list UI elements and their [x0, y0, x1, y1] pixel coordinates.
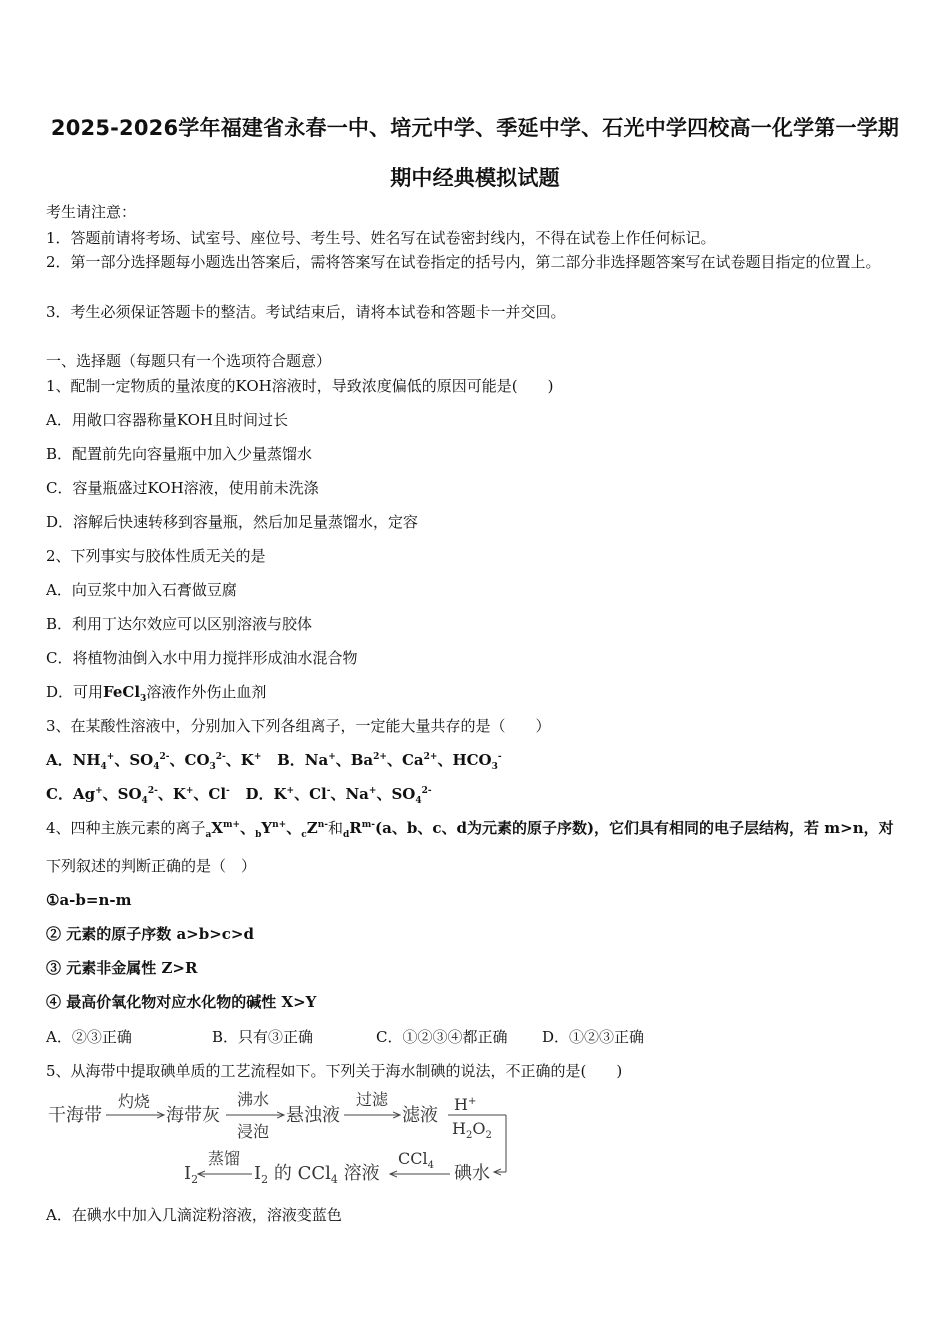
q1-option-b: B．配置前先向容量瓶中加入少量蒸馏水	[46, 445, 313, 463]
q4-option-b: B．只有③正确	[212, 1028, 314, 1046]
q2-option-d-post: 溶液作外伤止血剂	[146, 683, 267, 701]
q4-option-c: C．①②③④都正确	[376, 1028, 508, 1046]
q4-option-d: D．①②③正确	[542, 1028, 645, 1046]
q4-stem: 4、四种主族元素的离子$_aX^{m+}$、$_bY^{n+}$、$_cZ^{n-}$和$_dR^{m-}(a$、b、c、d为元素的原子序数)，它们具有相同的电子层结构，若 m>n，对	[46, 819, 894, 840]
flow-label-ccl4: CCl$_4$	[398, 1149, 434, 1171]
q1-stem: 1、配制一定物质的量浓度的KOH溶液时，导致浓度偏低的原因可能是( )	[46, 377, 554, 395]
q5-option-a: A．在碘水中加入几滴淀粉溶液，溶液变蓝色	[46, 1206, 342, 1224]
q5-stem: 5、从海带中提取碘单质的工艺流程如下。下列关于海水制碘的说法，不正确的是( )	[46, 1062, 623, 1080]
q3-stem: 3、在某酸性溶液中，分别加入下列各组离子，一定能大量共存的是（ ）	[46, 717, 551, 735]
notice-item-1: 1．答题前请将考场、试室号、座位号、考生号、姓名写在试卷密封线内，不得在试卷上作任何标记。	[46, 229, 716, 247]
flow-label-h2o2: $H_2O_2$	[452, 1119, 492, 1141]
q2-option-a: A．向豆浆中加入石膏做豆腐	[46, 581, 237, 599]
flow-label-boiling-water: 沸水	[237, 1090, 270, 1109]
notice-item-3: 3．考生必须保证答题卡的整洁。考试结束后，请将本试卷和答题卡一并交回。	[46, 303, 566, 321]
q4-option-a: A．②③正确	[46, 1028, 132, 1046]
q1-option-d: D．溶解后快速转移到容量瓶，然后加足量蒸馏水，定容	[46, 513, 419, 531]
q2-option-d	[46, 682, 906, 702]
notice-heading: 考生请注意：	[46, 203, 137, 221]
q4-statement-2: ② 元素的原子序数 a>b>c>d	[46, 925, 254, 943]
flow-node-i2: $I_2$	[184, 1163, 199, 1186]
q1-option-c: C．容量瓶盛过KOH溶液，使用前未洗涤	[46, 479, 319, 497]
q4-statement-4: ④ 最高价氧化物对应水化物的碱性 X>Y	[46, 993, 317, 1011]
q2-option-b: B．利用丁达尔效应可以区别溶液与胶体	[46, 615, 313, 633]
q2-stem: 2、下列事实与胶体性质无关的是	[46, 547, 266, 565]
flow-node-dry-kelp: 干海带	[48, 1105, 102, 1126]
flow-node-iodine-water: 碘水	[454, 1163, 490, 1184]
flow-node-kelp-ash: 海带灰	[166, 1105, 220, 1126]
flow-label-distill: 蒸馏	[208, 1149, 241, 1168]
flow-node-filtrate: 滤液	[402, 1105, 438, 1126]
notice-item-2: 2．第一部分选择题每小题选出答案后，需将答案写在试卷指定的括号内，第二部分非选择题答案写在试卷题目指定的位置上。	[46, 253, 881, 271]
fecl3-formula: FeCl$_3$	[103, 683, 147, 704]
q3-options-ab: A．$NH_4^+$、$SO_4^{2-}$、$CO_3^{2-}$、K+ B．Na+、$Ba^{2+}$、$Ca^{2+}$、$HCO_3^-$	[46, 751, 502, 772]
section-heading: 一、选择题（每题只有一个选项符合题意）	[46, 352, 332, 370]
q3-options-cd: C．Ag+、$SO_4^{2-}$、K+、Cl- D．K+、Cl-、Na+、$SO_4^{2-}$	[46, 785, 432, 806]
q2-option-c: C．将植物油倒入水中用力搅拌形成油水混合物	[46, 649, 358, 667]
q4-stem-line2: 下列叙述的判断正确的是（ ）	[46, 857, 257, 875]
flow-node-i2-ccl4-solution: $I_2$ 的 CCl$_4$ 溶液	[254, 1163, 380, 1186]
q1-option-a: A．用敞口容器称量KOH且时间过长	[46, 411, 289, 429]
page-title-line1: 2025-2026学年福建省永春一中、培元中学、季延中学、石光中学四校高一化学第一学期	[50, 116, 900, 140]
q2-option-d-pre: D．可用	[46, 683, 104, 701]
flow-label-burn: 灼烧	[118, 1092, 151, 1111]
q4-statement-3: ③ 元素非金属性 Z>R	[46, 959, 198, 977]
flow-node-suspension: 悬浊液	[286, 1105, 340, 1126]
flow-label-soak: 浸泡	[237, 1122, 270, 1141]
flow-label-filter: 过滤	[356, 1090, 389, 1109]
iodine-extraction-flowchart	[46, 1088, 516, 1188]
page-title-line2: 期中经典模拟试题	[390, 166, 560, 190]
q4-statement-1: ①a-b=n-m	[46, 891, 132, 909]
flow-label-h-plus: H+	[454, 1095, 477, 1114]
